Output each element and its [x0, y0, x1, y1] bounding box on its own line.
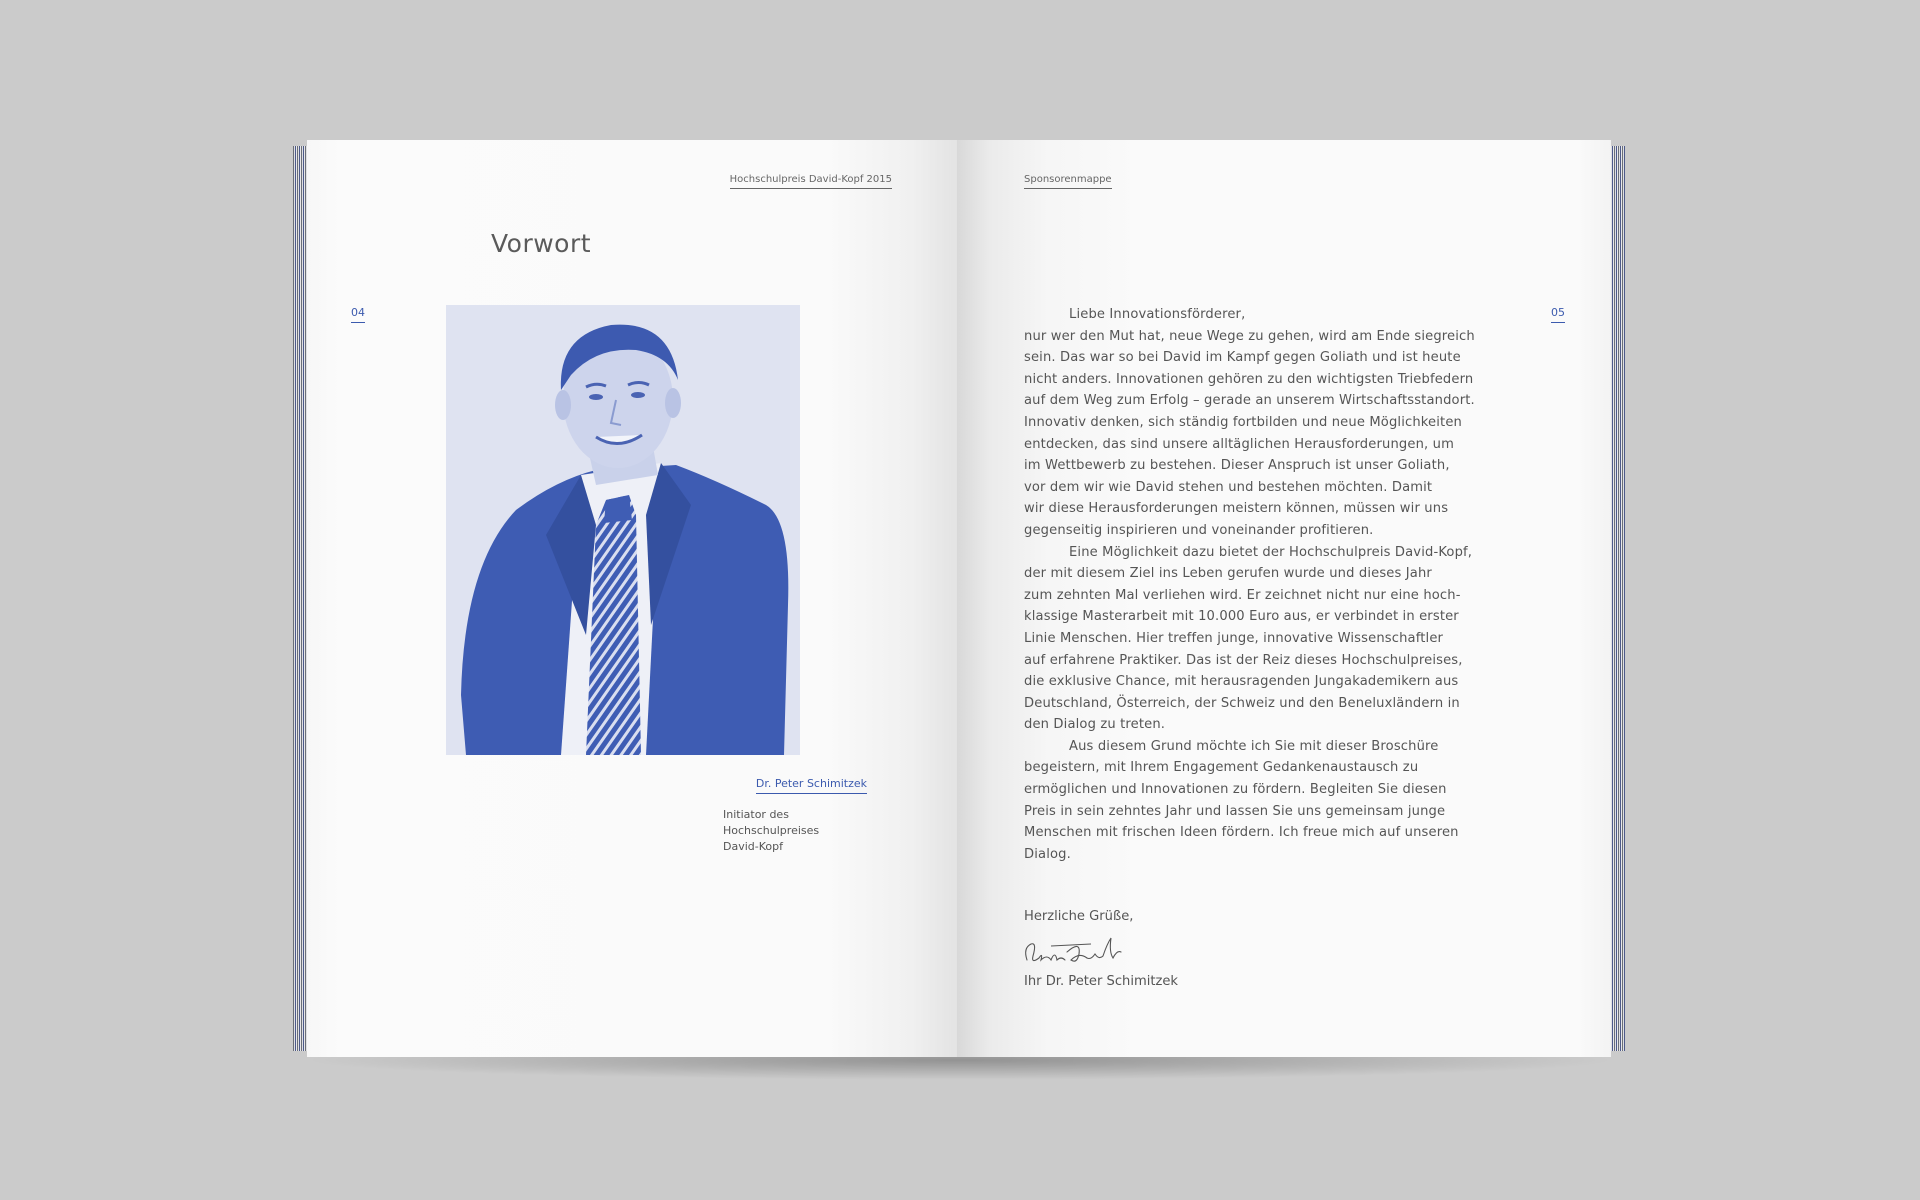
body-text-line: auf erfahrene Praktiker. Das ist der Reiz dieses Hochschulpreises, — [1024, 652, 1463, 668]
page-number-right: 05 — [1551, 306, 1565, 323]
body-text-line: Aus diesem Grund möchte ich Sie mit dieser Broschüre — [1069, 738, 1439, 754]
signoff: Ihr Dr. Peter Schimitzek — [1024, 974, 1178, 989]
portrait-illustration — [446, 305, 800, 755]
foreword-body — [1024, 304, 1484, 865]
greeting: Herzliche Grüße, — [1024, 909, 1134, 924]
body-text-line: Dialog. — [1024, 846, 1071, 862]
photo-caption-role — [723, 807, 863, 855]
left-page — [307, 140, 957, 1057]
body-text-line: Deutschland, Österreich, der Schweiz und den Beneluxländern in — [1024, 695, 1460, 711]
running-head-left: Hochschulpreis David-Kopf 2015 — [730, 174, 892, 189]
open-brochure — [293, 140, 1625, 1057]
page-number-left: 04 — [351, 306, 365, 323]
body-text-line: klassige Masterarbeit mit 10.000 Euro aus, er verbindet in erster — [1024, 609, 1459, 625]
body-text-line: sein. Das war so bei David im Kampf gegen Goliath und ist heute — [1024, 350, 1461, 366]
body-text-line: Linie Menschen. Hier treffen junge, innovative Wissenschaftler — [1024, 630, 1444, 646]
body-text-line: nur wer den Mut hat, neue Wege zu gehen, wird am Ende siegreich — [1024, 328, 1475, 344]
body-text-line: zum zehnten Mal verliehen wird. Er zeichnet nicht nur eine hoch- — [1024, 587, 1461, 603]
body-text-line: vor dem wir wie David stehen und bestehen möchten. Damit — [1024, 479, 1433, 495]
handwritten-signature — [1021, 930, 1141, 974]
page-title: Vorwort — [491, 229, 592, 258]
body-text-line: im Wettbewerb zu bestehen. Dieser Anspruch ist unser Goliath, — [1024, 458, 1450, 474]
running-head-right: Sponsorenmappe — [1024, 174, 1112, 189]
body-text-line: den Dialog zu treten. — [1024, 717, 1166, 733]
body-text-line: auf dem Weg zum Erfolg – gerade an unserem Wirtschaftsstandort. — [1024, 393, 1475, 409]
right-page — [957, 140, 1611, 1057]
body-text-line: Menschen mit frischen Ideen fördern. Ich freue mich auf unseren — [1024, 825, 1459, 841]
body-text-line: der mit diesem Ziel ins Leben gerufen wurde und dieses Jahr — [1024, 566, 1432, 582]
photo-caption-name: Dr. Peter Schimitzek — [756, 777, 867, 794]
body-text-line: Innovativ denken, sich ständig fortbilden und neue Möglichkeiten — [1024, 414, 1462, 430]
body-text-line: die exklusive Chance, mit herausragenden Jungakademikern aus — [1024, 674, 1459, 690]
body-text-line: begeistern, mit Ihrem Engagement Gedankenaustausch zu — [1024, 760, 1419, 776]
body-text-line: entdecken, das sind unsere alltäglichen Herausforderungen, um — [1024, 436, 1454, 452]
caption-role-line: Initiator des — [723, 808, 789, 821]
caption-role-line: Hochschulpreises — [723, 824, 820, 837]
body-text-line: nicht anders. Innovationen gehören zu den wichtigsten Triebfedern — [1024, 371, 1474, 387]
page-stack-right — [1609, 146, 1625, 1051]
signature-icon — [1021, 930, 1141, 970]
body-text-line: Preis in sein zehntes Jahr und lassen Sie uns gemeinsam junge — [1024, 803, 1446, 819]
portrait-photo — [446, 305, 800, 755]
body-text-line: ermöglichen und Innovationen zu fördern. Begleiten Sie diesen — [1024, 782, 1447, 798]
caption-role-line: David-Kopf — [723, 840, 783, 853]
body-text-line: Eine Möglichkeit dazu bietet der Hochschulpreis David-Kopf, — [1069, 544, 1473, 560]
body-text-line: wir diese Herausforderungen meistern können, müssen wir uns — [1024, 501, 1449, 517]
body-text-line: gegenseitig inspirieren und voneinander profitieren. — [1024, 522, 1374, 538]
body-text-line: Liebe Innovationsförderer, — [1069, 307, 1246, 322]
